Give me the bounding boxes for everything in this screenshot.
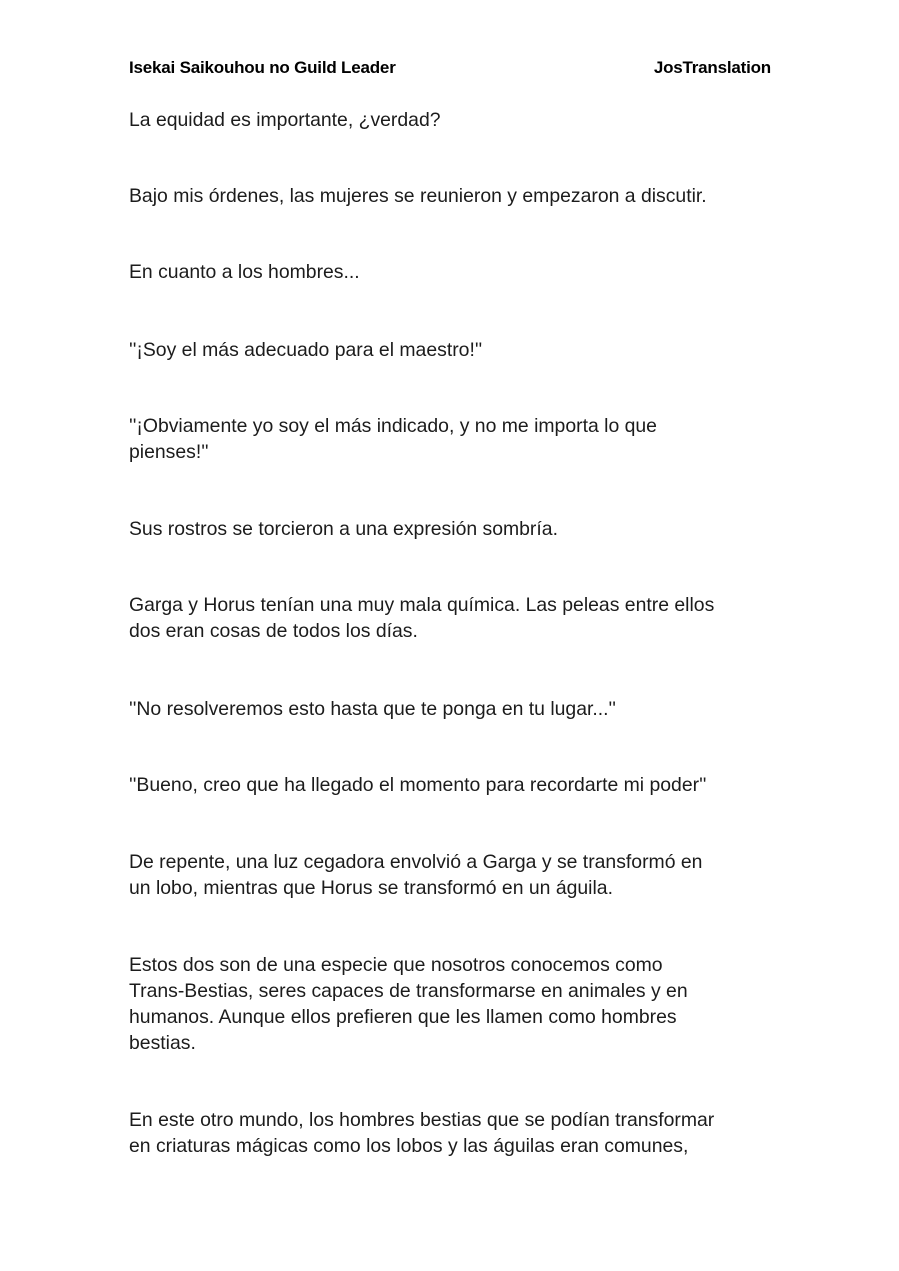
paragraph-line: un lobo, mientras que Horus se transformó en un águila. <box>129 877 613 899</box>
novel-title: Isekai Saikouhou no Guild Leader <box>129 58 396 77</box>
paragraph <box>129 183 779 209</box>
paragraph <box>129 516 779 542</box>
paragraph <box>129 849 779 901</box>
paragraph <box>129 259 779 285</box>
paragraph <box>129 107 779 133</box>
paragraph-line: Sus rostros se torcieron a una expresión sombría. <box>129 518 558 540</box>
page-header <box>129 55 771 81</box>
paragraph-line: en criaturas mágicas como los lobos y las águilas eran comunes, <box>129 1135 689 1157</box>
paragraph-line: humanos. Aunque ellos prefieren que les llamen como hombres <box>129 1006 677 1028</box>
paragraph-line: dos eran cosas de todos los días. <box>129 620 418 642</box>
paragraph-line: De repente, una luz cegadora envolvió a Garga y se transformó en <box>129 851 703 873</box>
paragraph-line: La equidad es importante, ¿verdad? <box>129 109 441 131</box>
paragraph-line: En cuanto a los hombres... <box>129 261 360 283</box>
paragraph-line: Trans-Bestias, seres capaces de transformarse en animales y en <box>129 980 688 1002</box>
paragraph-line: Garga y Horus tenían una muy mala química. Las peleas entre ellos <box>129 594 715 616</box>
paragraph-line: ''No resolveremos esto hasta que te ponga en tu lugar...'' <box>129 698 616 720</box>
paragraph <box>129 1107 779 1159</box>
paragraph-line: pienses!'' <box>129 441 209 463</box>
translator-name: JosTranslation <box>653 58 771 77</box>
paragraph-line: bestias. <box>129 1032 196 1054</box>
paragraph-line: Bajo mis órdenes, las mujeres se reunieron y empezaron a discutir. <box>129 185 707 207</box>
paragraph-line: En este otro mundo, los hombres bestias que se podían transformar <box>129 1109 715 1131</box>
paragraph <box>129 592 779 644</box>
paragraph-line: ''¡Soy el más adecuado para el maestro!'' <box>129 339 483 361</box>
paragraph-line: Estos dos son de una especie que nosotros conocemos como <box>129 954 663 976</box>
paragraph <box>129 337 779 363</box>
paragraph-line: ''Bueno, creo que ha llegado el momento para recordarte mi poder'' <box>129 774 707 796</box>
paragraph-line: ''¡Obviamente yo soy el más indicado, y no me importa lo que <box>129 415 657 437</box>
paragraph <box>129 696 779 722</box>
paragraph <box>129 952 779 1056</box>
paragraph <box>129 413 779 465</box>
paragraph <box>129 772 779 798</box>
